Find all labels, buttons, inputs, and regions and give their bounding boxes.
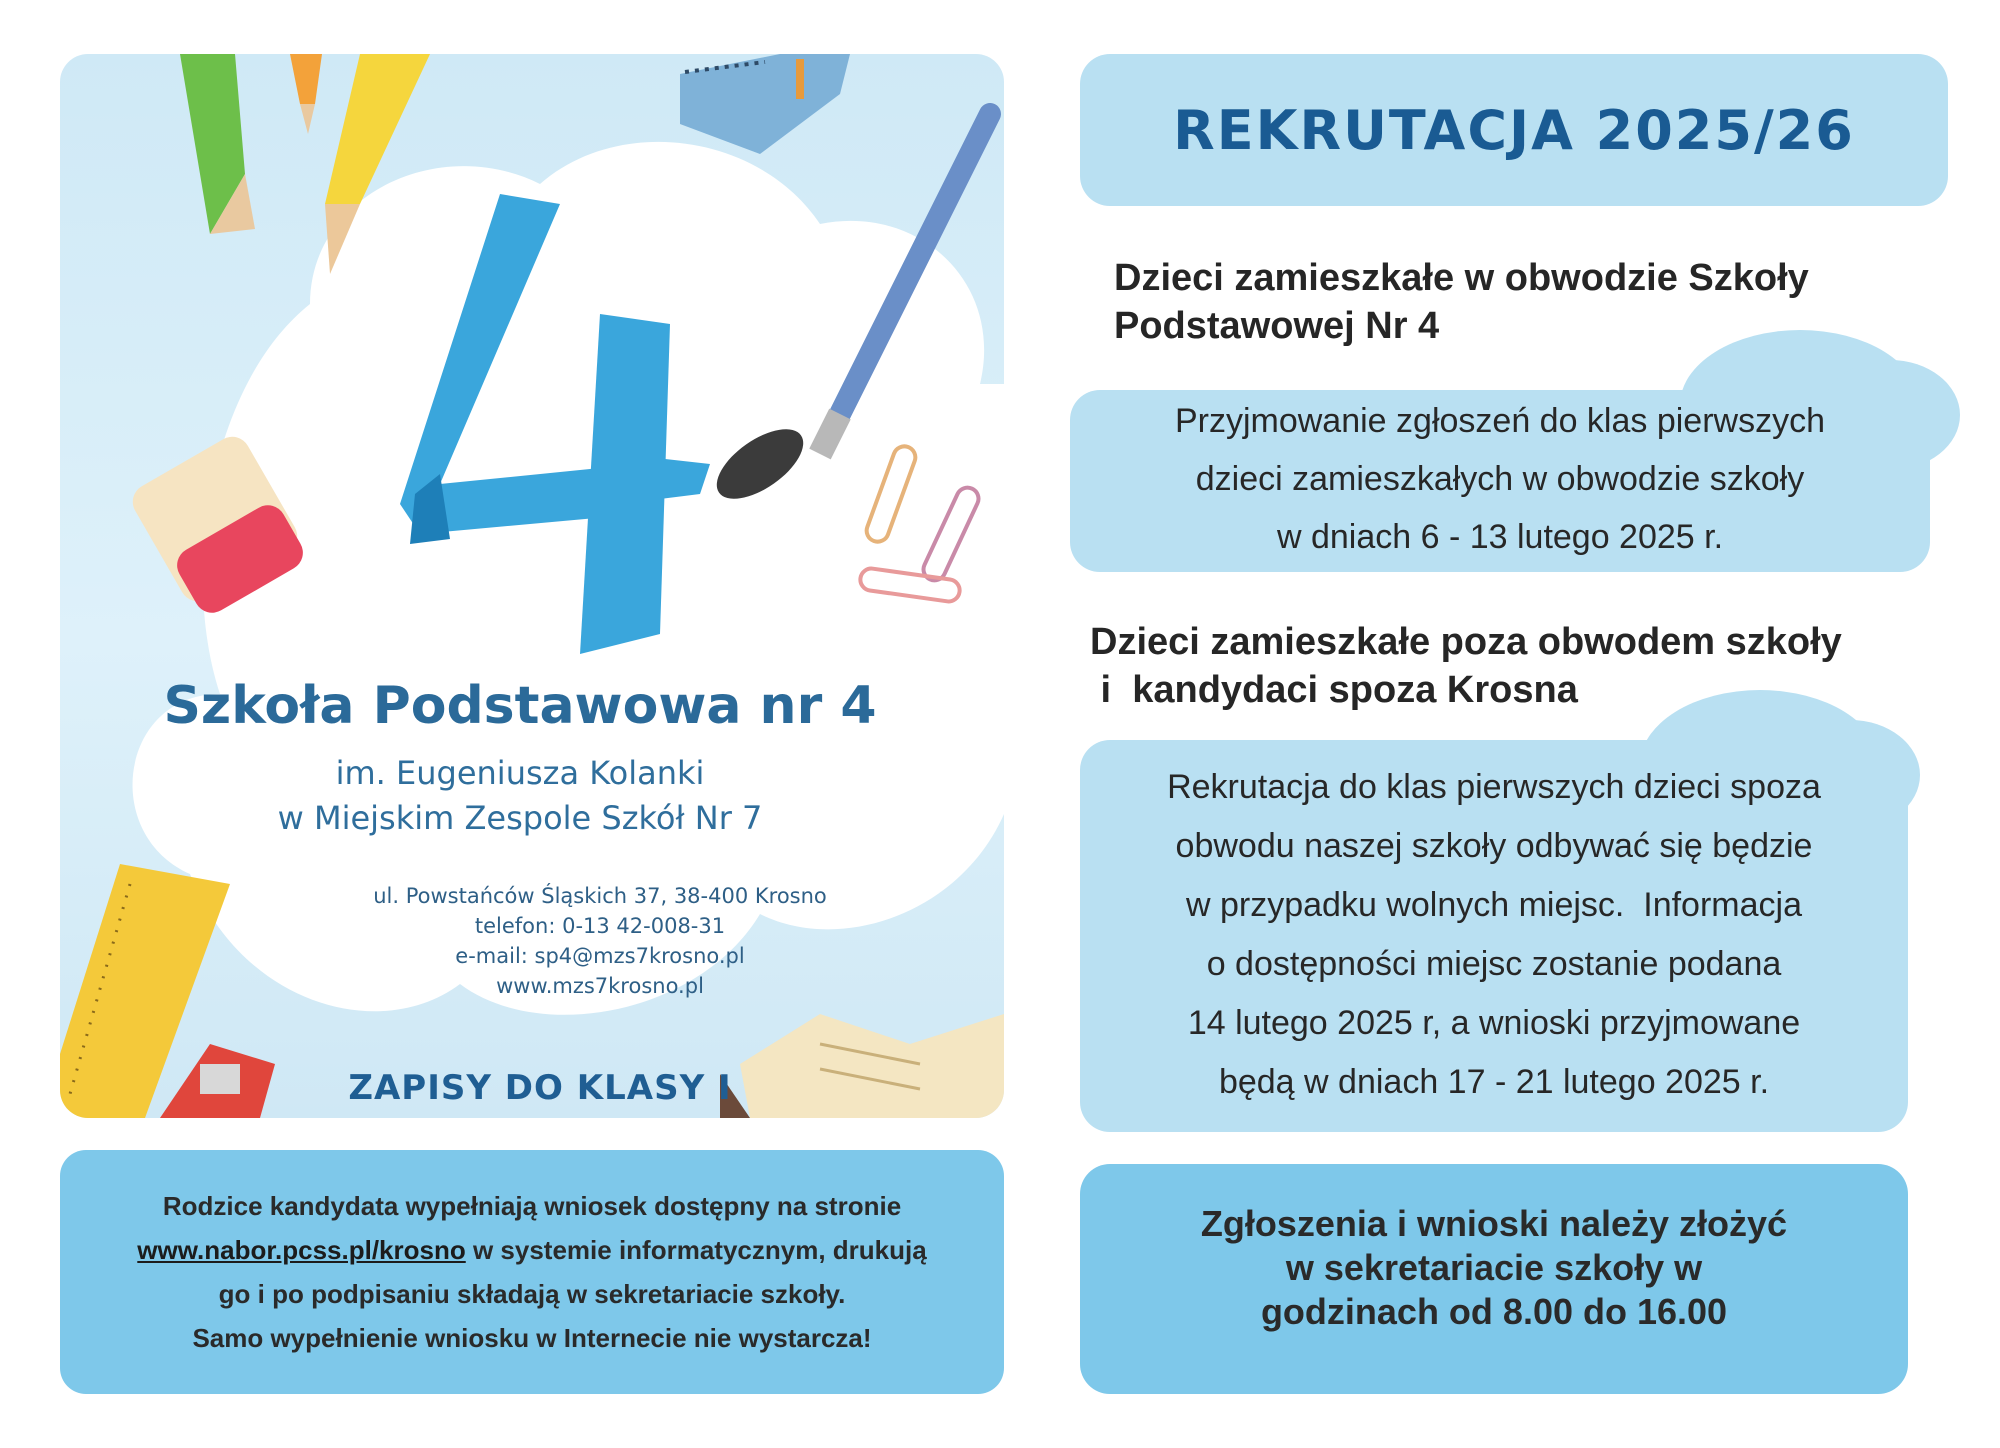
school-complex: w Miejskim Zespole Szkół Nr 7: [277, 799, 763, 837]
info-line-2-rest: w systemie informatycznym, drukują: [465, 1235, 927, 1265]
notebook-icon: [680, 54, 850, 154]
recruitment-banner: [1080, 54, 1948, 206]
section1-body-line2: dzieci zamieszkałych w obwodzie szkoły: [1195, 460, 1805, 498]
school-name: Szkoła Podstawowa nr 4: [163, 676, 877, 736]
enroll-caption: ZAPISY DO KLASY I: [348, 1068, 732, 1108]
section1-heading-line2: Podstawowej Nr 4: [1114, 305, 1440, 347]
section2-heading-line1: Dzieci zamieszkałe poza obwodem szkoły: [1090, 621, 1842, 663]
section1-body: [1070, 392, 1930, 566]
school-email: e-mail: sp4@mzs7krosno.pl: [455, 944, 745, 968]
sharpener-icon: [160, 1044, 275, 1118]
section1-body-line3: w dniach 6 - 13 lutego 2025 r.: [1276, 518, 1724, 556]
section2-heading: [1090, 618, 1970, 714]
school-poster: [60, 54, 1004, 1118]
banner-title: REKRUTACJA 2025/26: [1173, 98, 1855, 162]
section2-body-line4: o dostępności miejsc zostanie podana: [1206, 945, 1782, 983]
section2-body-line5: 14 lutego 2025 r, a wnioski przyjmowane: [1187, 1004, 1801, 1042]
section1-body-line1: Przyjmowanie zgłoszeń do klas pierwszych: [1174, 402, 1826, 440]
submission-line1: Zgłoszenia i wnioski należy złożyć: [1200, 1203, 1788, 1244]
school-address: ul. Powstańców Śląskich 37, 38-400 Krosno: [373, 884, 827, 908]
school-website: www.mzs7krosno.pl: [496, 974, 704, 998]
section2-body-line2: obwodu naszej szkoły odbywać się będzie: [1175, 827, 1813, 865]
submission-line3: godzinach od 8.00 do 16.00: [1260, 1291, 1728, 1332]
section2-body-line3: w przypadku wolnych miejsc. Informacja: [1185, 886, 1802, 924]
info-line-1: Rodzice kandydata wypełniają wniosek dostępny na stronie: [162, 1191, 902, 1221]
school-phone: telefon: 0-13 42-008-31: [474, 914, 726, 938]
info-line-3: go i po podpisaniu składają w sekretariacie szkoły.: [218, 1279, 846, 1309]
info-line-2: [100, 1228, 964, 1272]
nabor-link[interactable]: www.nabor.pcss.pl/krosno: [137, 1235, 466, 1265]
section2-body: [1080, 758, 1908, 1112]
section2-body-line1: Rekrutacja do klas pierwszych dzieci spoza: [1167, 768, 1821, 806]
section2-heading-line2: i kandydaci spoza Krosna: [1090, 669, 1578, 711]
section2-body-line6: będą w dniach 17 - 21 lutego 2025 r.: [1218, 1063, 1770, 1101]
info-line-4: Samo wypełnienie wniosku w Internecie nie wystarcza!: [192, 1323, 872, 1353]
section1-heading-line1: Dzieci zamieszkałe w obwodzie Szkoły: [1114, 257, 1809, 299]
application-info-box: [60, 1150, 1004, 1394]
green-pencil-icon: [180, 54, 255, 234]
submission-line2: w sekretariacie szkoły w: [1285, 1247, 1703, 1288]
school-patron: im. Eugeniusza Kolanki: [335, 754, 705, 792]
orange-pencil-icon: [290, 54, 322, 134]
submission-info-box: [1080, 1164, 1908, 1394]
